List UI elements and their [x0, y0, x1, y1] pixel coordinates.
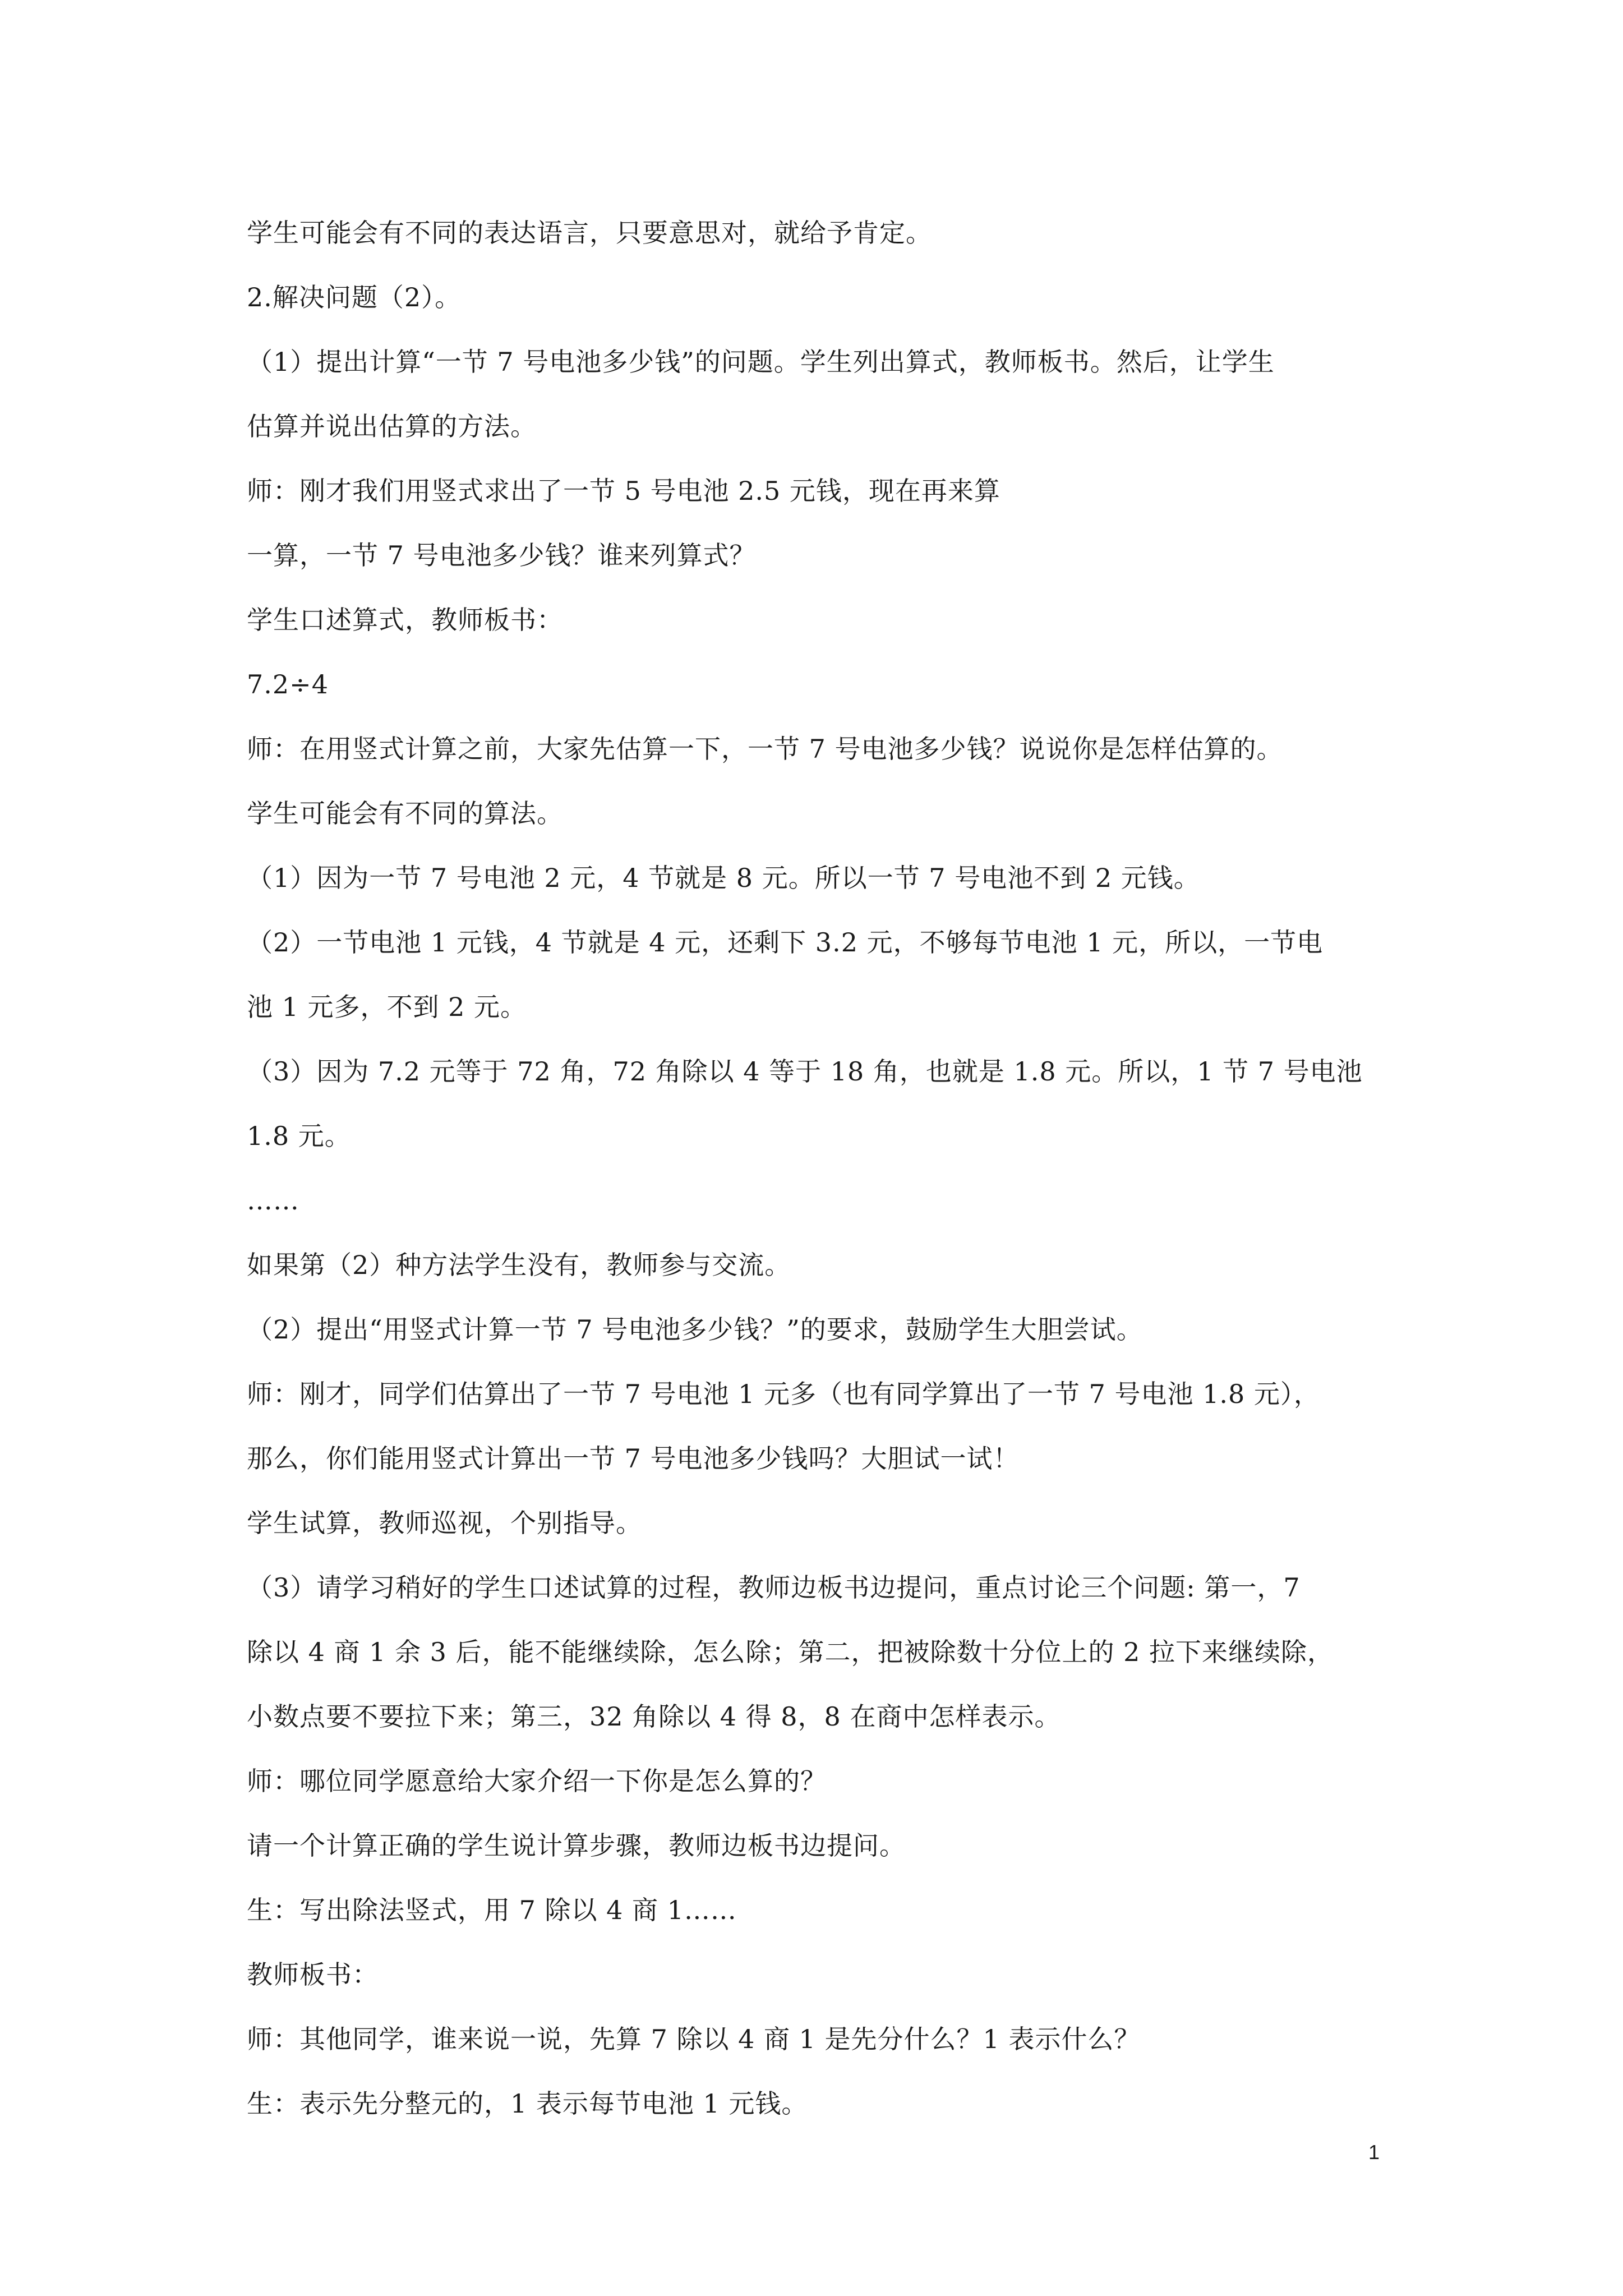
text-line: 7.2÷4: [247, 669, 329, 700]
text-line: 学生口述算式，教师板书：: [247, 605, 563, 635]
text-line: 池 1 元多，不到 2 元。: [247, 992, 527, 1022]
text-line: （2）提出“用竖式计算一节 7 号电池多少钱？”的要求，鼓励学生大胆尝试。: [247, 1314, 1143, 1345]
text-line: 估算并说出估算的方法。: [247, 411, 537, 441]
text-line: 如果第（2）种方法学生没有，教师参与交流。: [247, 1250, 791, 1280]
text-line: 请一个计算正确的学生说计算步骤，教师边板书边提问。: [247, 1830, 906, 1861]
text-line: 那么，你们能用竖式计算出一节 7 号电池多少钱吗？大胆试一试！: [247, 1443, 1020, 1474]
page-number: 1: [1368, 2141, 1380, 2164]
text-line: （3）请学习稍好的学生口述试算的过程，教师边板书边提问，重点讨论三个问题: 第一，7: [247, 1572, 1301, 1603]
text-line: 生：写出除法竖式，用 7 除以 4 商 1……: [247, 1895, 737, 1925]
text-line: （1）因为一节 7 号电池 2 元，4 节就是 8 元。所以一节 7 号电池不到 2 元钱。: [247, 863, 1200, 893]
text-line: （3）因为 7.2 元等于 72 角，72 角除以 4 等于 18 角，也就是 1.8 元。所以，1 节 7 号电池: [247, 1056, 1363, 1087]
text-line: 1.8 元。: [247, 1121, 351, 1151]
text-line: 学生试算，教师巡视，个别指导。: [247, 1508, 642, 1538]
text-line: ……: [247, 1185, 299, 1216]
text-line: 小数点要不要拉下来；第三，32 角除以 4 得 8，8 在商中怎样表示。: [247, 1701, 1061, 1732]
text-line: （1）提出计算“一节 7 号电池多少钱”的问题。学生列出算式，教师板书。然后，让学生: [247, 347, 1275, 377]
text-line: 教师板书：: [247, 1959, 379, 1990]
text-line: 学生可能会有不同的表达语言，只要意思对，就给予肯定。: [247, 218, 932, 248]
text-line: 生：表示先分整元的，1 表示每节电池 1 元钱。: [247, 2088, 808, 2119]
text-line: 师：在用竖式计算之前，大家先估算一下，一节 7 号电池多少钱？说说你是怎样估算的。: [247, 734, 1283, 764]
text-line: 师：刚才，同学们估算出了一节 7 号电池 1 元多（也有同学算出了一节 7 号电池 1.8 元），: [247, 1379, 1320, 1409]
text-line: 2.解决问题（2）。: [247, 282, 462, 312]
text-line: （2）一节电池 1 元钱，4 节就是 4 元，还剩下 3.2 元，不够每节电池 1 元，所以，一节电: [247, 927, 1324, 958]
text-line: 学生可能会有不同的算法。: [247, 798, 563, 829]
text-line: 除以 4 商 1 余 3 后，能不能继续除，怎么除；第二，把被除数十分位上的 2 拉下来继续除，: [247, 1637, 1334, 1667]
text-line: 师：哪位同学愿意给大家介绍一下你是怎么算的？: [247, 1766, 827, 1796]
text-line: 一算，一节 7 号电池多少钱？谁来列算式？: [247, 540, 756, 570]
text-line: 师：刚才我们用竖式求出了一节 5 号电池 2.5 元钱，现在再来算: [247, 476, 1000, 506]
text-line: 师：其他同学，谁来说一说，先算 7 除以 4 商 1 是先分什么？1 表示什么？: [247, 2024, 1141, 2054]
